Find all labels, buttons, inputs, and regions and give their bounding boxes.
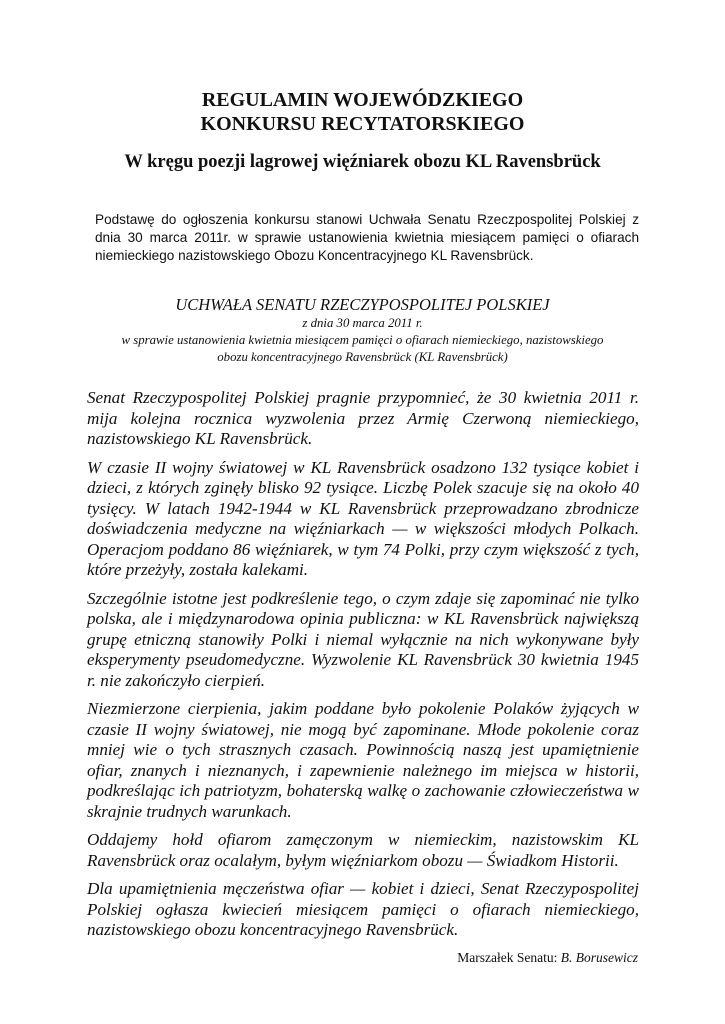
body-paragraph: Dla upamiętnienia męczeństwa ofiar — kobiet i dzieci, Senat Rzeczypospolitej Polskiej ogłasza kwiecień miesiącem pamięci o ofiarach niemieckiego, nazistowskiego obozu koncentracyjnego Ravensbrück. bbox=[87, 879, 639, 939]
resolution-body bbox=[87, 388, 639, 941]
resolution-date: z dnia 30 marca 2011 r. bbox=[302, 316, 423, 330]
title-line-2: KONKURSU RECYTATORSKIEGO bbox=[200, 113, 525, 135]
resolution-subject-1: w sprawie ustanowienia kwietnia miesiącem pamięci o ofiarach niemieckiego, nazistowskiego bbox=[121, 333, 604, 347]
signature bbox=[0, 949, 638, 966]
resolution-header bbox=[50, 295, 675, 366]
resolution-heading: UCHWAŁA SENATU RZECZYPOSPOLITEJ POLSKIEJ bbox=[175, 295, 550, 314]
body-paragraph: Oddajemy hołd ofiarom zamęczonym w niemieckim, nazistowskim KL Ravensbrück oraz ocalałym, byłym więźniarkom obozu — Świadkom Historii. bbox=[87, 830, 639, 870]
signature-name: B. Borusewicz bbox=[560, 949, 638, 965]
document-subtitle: W kręgu poezji lagrowej więźniarek obozu KL Ravensbrück bbox=[124, 152, 601, 172]
resolution-subject-2: obozu koncentracyjnego Ravensbrück (KL Ravensbrück) bbox=[217, 350, 508, 364]
body-paragraph: W czasie II wojny światowej w KL Ravensbrück osadzono 132 tysiące kobiet i dzieci, z których zginęły blisko 92 tysiące. Liczbę Polek szacuje się na około 40 tysięcy. W latach 1942-1944 w KL Ravensbrück przeprowadzano zbrodnicze doświadczenia medyczne na więźniarkach — w większości młodych Polkach. Operacjom poddano 86 więźniarek, w tym 74 Polki, przy czym większość z tych, które przeżyły, została kalekami. bbox=[87, 457, 639, 579]
body-paragraph: Szczególnie istotne jest podkreślenie tego, o czym zdaje się zapominać nie tylko polska, ale i międzynarodowa opinia publiczna: w KL Ravensbrück największą grupę etniczną stanowiły Polki i niemal wyłącznie na nich wykonywane były eksperymenty pseudomedyczne. Wyzwolenie KL Ravensbrück 30 kwietnia 1945 r. nie zakończyło cierpień. bbox=[87, 588, 639, 690]
intro-paragraph: Podstawę do ogłoszenia konkursu stanowi Uchwała Senatu Rzeczpospolitej Polskiej z dnia 30 marca 2011r. w sprawie ustanowienia kwietnia miesiącem pamięci o ofiarach niemieckiego nazistowskiego Obozu Koncentracyjnego KL Ravensbrück. bbox=[95, 212, 639, 263]
document-title bbox=[0, 88, 725, 136]
body-paragraph: Niezmierzone cierpienia, jakim poddane było pokolenie Polaków żyjących w czasie II wojny światowej, nie mogą być zapominane. Młode pokolenie coraz mniej wie o tych strasznych czasach. Powinnością naszą jest upamiętnienie ofiar, znanych i nieznanych, i zapewnienie należnego im miejsca w historii, podkreślając ich patriotyzm, bohaterską walkę o zachowanie człowieczeństwa w skrajnie trudnych warunkach. bbox=[87, 699, 639, 821]
title-line-1: REGULAMIN WOJEWÓDZKIEGO bbox=[201, 89, 524, 111]
signature-label: Marszałek Senatu: bbox=[457, 949, 558, 965]
body-paragraph: Senat Rzeczypospolitej Polskiej pragnie przypomnieć, że 30 kwietnia 2011 r. mija kolejna rocznica wyzwolenia przez Armię Czerwoną niemieckiego, nazistowskiego KL Ravensbrück. bbox=[87, 388, 639, 448]
